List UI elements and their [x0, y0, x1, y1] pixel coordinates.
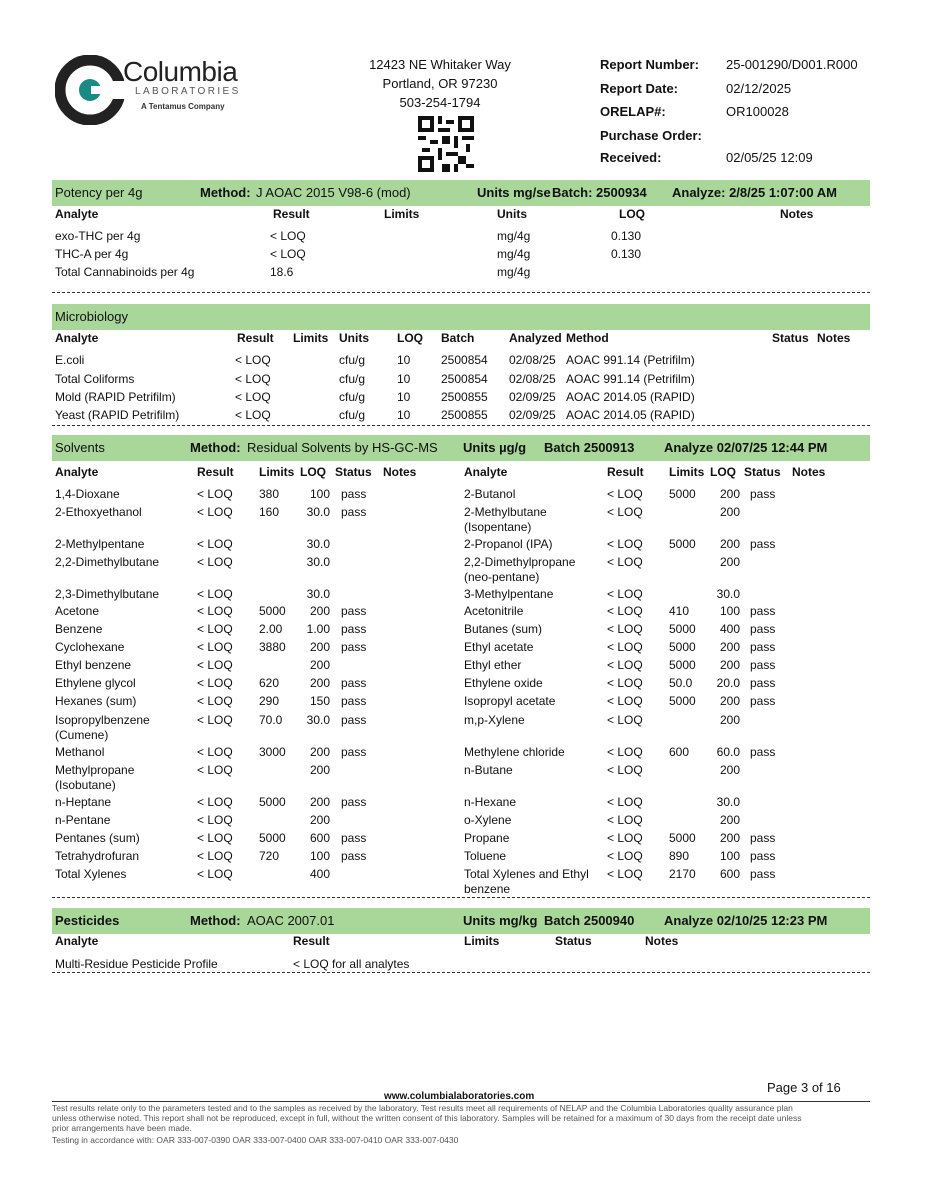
solvent-analyte: Methanol [55, 745, 105, 759]
logo-tag: A Tentamus Company [141, 102, 225, 111]
solvent-result: < LOQ [607, 795, 643, 809]
columbia-logo [55, 55, 295, 125]
solvent-result: < LOQ [607, 763, 643, 777]
solvent-status: pass [750, 537, 776, 551]
col-header-units: Units [497, 207, 527, 221]
col-header-loq: LOQ [710, 465, 736, 479]
col-header-notes: Notes [780, 207, 814, 221]
solvent-result: < LOQ [607, 813, 643, 827]
solvent-loq: 30.0 [306, 505, 330, 519]
col-header-limits: Limits [464, 934, 500, 948]
solvent-analyte: 3-Methylpentane [464, 587, 554, 601]
micro-loq: 10 [397, 372, 411, 386]
report-date-label: Report Date: [600, 81, 679, 96]
solvent-loq: 400 [719, 622, 740, 636]
solvent-limits: 2170 [669, 867, 696, 881]
col-header-limits: Limits [293, 331, 329, 345]
solvent-status: pass [750, 658, 776, 672]
col-header-status: Status [335, 465, 372, 479]
micro-analyte: Yeast (RAPID Petrifilm) [55, 408, 180, 422]
solvent-analyte: Acetone [55, 604, 100, 618]
col-header-result: Result [607, 465, 644, 479]
col-header-notes: Notes [817, 331, 851, 345]
solvent-loq: 150 [309, 694, 330, 708]
solvent-analyte: Total Xylenes [55, 867, 127, 881]
solvent-loq: 30.0 [306, 555, 330, 569]
potency-units: mg/4g [497, 247, 531, 261]
micro-result: < LOQ [235, 408, 271, 422]
col-header-status: Status [744, 465, 781, 479]
col-header-limits: Limits [669, 465, 705, 479]
solvent-analyte: Ethylene glycol [55, 676, 136, 690]
solvents-section-bar [52, 435, 870, 461]
solvent-result: < LOQ [607, 587, 643, 601]
section-divider [52, 897, 870, 898]
orelap-label: ORELAP#: [600, 104, 666, 119]
solvent-analyte: Benzene [55, 622, 103, 636]
solvent-limits: 50.0 [669, 676, 693, 690]
solvent-analyte: n-Hexane [464, 795, 517, 809]
solvent-loq: 200 [309, 745, 330, 759]
solvent-analyte: Acetonitrile [464, 604, 524, 618]
solvent-loq: 200 [309, 676, 330, 690]
solvent-loq: 60.0 [716, 745, 740, 759]
solvent-loq: 200 [719, 763, 740, 777]
orelap-value: OR100028 [726, 104, 789, 119]
solvent-analyte: m,p-Xylene [464, 713, 525, 727]
solvents-batch: Batch 2500913 [544, 440, 635, 455]
solvent-analyte: o-Xylene [464, 813, 512, 827]
solvent-loq: 200 [719, 831, 740, 845]
microbiology-title: Microbiology [55, 309, 128, 324]
solvent-result: < LOQ [607, 487, 643, 501]
logo-name: Columbia [123, 56, 238, 87]
solvent-status: pass [341, 505, 367, 519]
solvent-analyte: n-Heptane [55, 795, 112, 809]
solvent-loq: 200 [719, 487, 740, 501]
solvent-analyte: 2-Methylpentane [55, 537, 145, 551]
solvent-status: pass [750, 867, 776, 881]
address-line: 12423 NE Whitaker Way [369, 57, 511, 72]
solvent-analyte: 2,3-Dimethylbutane [55, 587, 160, 601]
website-link[interactable]: www.columbialaboratories.com [384, 1091, 535, 1102]
col-header-limits: Limits [259, 465, 295, 479]
solvent-result: < LOQ [607, 713, 643, 727]
solvent-analyte: 2-Propanol (IPA) [464, 537, 553, 551]
micro-method: AOAC 991.14 (Petrifilm) [566, 353, 695, 367]
solvent-result: < LOQ [197, 713, 233, 727]
solvent-status: pass [750, 622, 776, 636]
solvent-analyte: 2,2-Dimethylpropane (neo-pentane) [464, 555, 576, 584]
col-header-notes: Notes [645, 934, 679, 948]
solvent-loq: 30.0 [716, 587, 740, 601]
solvent-result: < LOQ [607, 604, 643, 618]
col-header-analyte: Analyte [55, 207, 99, 221]
potency-method: J AOAC 2015 V98-6 (mod) [256, 185, 411, 200]
potency-result: 18.6 [270, 265, 294, 279]
solvent-loq: 30.0 [716, 795, 740, 809]
solvent-status: pass [341, 604, 367, 618]
solvent-analyte: Ethyl benzene [55, 658, 132, 672]
solvent-result: < LOQ [197, 795, 233, 809]
solvent-limits: 3880 [259, 640, 286, 654]
received-label: Received: [600, 150, 662, 165]
solvent-loq: 200 [719, 694, 740, 708]
solvent-loq: 200 [719, 813, 740, 827]
potency-analyte: exo-THC per 4g [55, 229, 141, 243]
pesticides-units: Units mg/kg [463, 913, 538, 928]
solvent-limits: 5000 [669, 537, 696, 551]
solvent-loq: 30.0 [306, 713, 330, 727]
solvent-result: < LOQ [607, 867, 643, 881]
micro-analyzed: 02/09/25 [509, 390, 556, 404]
pesticides-batch: Batch 2500940 [544, 913, 635, 928]
solvent-analyte: Methylene chloride [464, 745, 565, 759]
solvent-limits: 3000 [259, 745, 286, 759]
solvent-analyte: Methylpropane (Isobutane) [55, 763, 135, 792]
solvent-result: < LOQ [607, 555, 643, 569]
solvent-limits: 5000 [259, 604, 286, 618]
solvent-analyte: Hexanes (sum) [55, 694, 137, 708]
solvent-result: < LOQ [197, 763, 233, 777]
solvents-method-label: Method: [190, 440, 241, 455]
solvent-limits: 380 [259, 487, 280, 501]
col-header-result: Result [197, 465, 234, 479]
potency-units: mg/4g [497, 265, 531, 279]
report-number-value: 25-001290/D001.R000 [726, 57, 858, 72]
solvent-analyte: Isopropyl acetate [464, 694, 556, 708]
solvents-analyze: Analyze 02/07/25 12:44 PM [664, 440, 828, 455]
solvent-result: < LOQ [197, 694, 233, 708]
solvent-loq: 200 [309, 658, 330, 672]
micro-analyzed: 02/09/25 [509, 408, 556, 422]
accreditation-line: Testing in accordance with: OAR 333-007-0390 OAR 333-007-0400 OAR 333-007-0410 OAR 333-007-0430 [52, 1135, 459, 1145]
micro-method: AOAC 2014.05 (RAPID) [566, 408, 695, 422]
solvent-status: pass [750, 640, 776, 654]
solvent-result: < LOQ [197, 505, 233, 519]
solvent-analyte: Butanes (sum) [464, 622, 543, 636]
solvent-analyte: Ethyl ether [464, 658, 522, 672]
pesticides-title: Pesticides [55, 913, 120, 928]
solvent-loq: 30.0 [306, 537, 330, 551]
solvent-analyte: Pentanes (sum) [55, 831, 140, 845]
solvent-status: pass [750, 604, 776, 618]
solvent-loq: 100 [309, 487, 330, 501]
solvent-result: < LOQ [197, 622, 233, 636]
solvent-result: < LOQ [607, 505, 643, 519]
micro-loq: 10 [397, 390, 411, 404]
solvent-loq: 200 [719, 505, 740, 519]
solvent-loq: 200 [309, 795, 330, 809]
col-header-status: Status [555, 934, 592, 948]
micro-analyte: Mold (RAPID Petrifilm) [55, 390, 176, 404]
solvents-method: Residual Solvents by HS-GC-MS [247, 440, 438, 455]
micro-result: < LOQ [235, 372, 271, 386]
solvent-result: < LOQ [197, 487, 233, 501]
col-header-method: Method [566, 331, 609, 345]
solvent-result: < LOQ [607, 831, 643, 845]
solvent-limits: 5000 [669, 694, 696, 708]
solvent-analyte: Total Xylenes and Ethyl benzene [464, 867, 589, 896]
solvent-result: < LOQ [197, 676, 233, 690]
solvent-limits: 5000 [669, 487, 696, 501]
solvent-limits: 5000 [669, 658, 696, 672]
phone-number: 503-254-1794 [399, 95, 481, 110]
microbiology-section-bar [52, 304, 870, 330]
potency-section-bar [52, 180, 870, 206]
solvent-loq: 20.0 [716, 676, 740, 690]
qr-code-icon [418, 116, 474, 172]
pesticide-result: < LOQ for all analytes [293, 957, 410, 971]
solvent-loq: 200 [309, 640, 330, 654]
micro-units: cfu/g [339, 353, 366, 367]
col-header-analyte: Analyte [55, 465, 99, 479]
disclaimer-line: unless otherwise noted. This report shall not be reproduced, except in full, without the written consent of this laboratory. Samples will be retained for a maximum of 30 days from the receipt date unless [52, 1113, 802, 1123]
solvent-status: pass [341, 694, 367, 708]
solvent-result: < LOQ [607, 622, 643, 636]
micro-analyzed: 02/08/25 [509, 353, 556, 367]
pesticides-analyze: Analyze 02/10/25 12:23 PM [664, 913, 828, 928]
purchase-order-label: Purchase Order: [600, 128, 702, 143]
micro-units: cfu/g [339, 390, 366, 404]
solvent-limits: 2.00 [259, 622, 283, 636]
solvent-limits: 290 [259, 694, 280, 708]
solvent-result: < LOQ [607, 676, 643, 690]
solvent-result: < LOQ [197, 658, 233, 672]
solvent-status: pass [750, 831, 776, 845]
col-header-analyte: Analyte [55, 331, 99, 345]
solvent-analyte: 1,4-Dioxane [55, 487, 120, 501]
solvent-loq: 200 [719, 640, 740, 654]
report-number-label: Report Number: [600, 57, 699, 72]
footer-rule [52, 1101, 870, 1102]
col-header-units: Units [339, 331, 369, 345]
solvent-result: < LOQ [607, 849, 643, 863]
micro-batch: 2500855 [441, 390, 488, 404]
col-header-analyte: Analyte [55, 934, 99, 948]
solvent-result: < LOQ [197, 555, 233, 569]
potency-analyte: THC-A per 4g [55, 247, 129, 261]
col-header-batch: Batch [441, 331, 475, 345]
solvent-loq: 200 [309, 763, 330, 777]
solvent-result: < LOQ [607, 658, 643, 672]
col-header-analyte: Analyte [464, 465, 508, 479]
solvent-status: pass [750, 694, 776, 708]
solvent-result: < LOQ [197, 867, 233, 881]
potency-batch: Batch: 2500934 [552, 185, 647, 200]
solvent-result: < LOQ [607, 745, 643, 759]
col-header-result: Result [237, 331, 274, 345]
solvent-status: pass [341, 831, 367, 845]
solvent-limits: 160 [259, 505, 280, 519]
potency-method-label: Method: [200, 185, 251, 200]
solvent-result: < LOQ [197, 604, 233, 618]
solvent-analyte: Isopropylbenzene (Cumene) [55, 713, 150, 742]
solvents-units: Units µg/g [463, 440, 527, 455]
solvent-limits: 5000 [259, 831, 286, 845]
solvent-limits: 890 [669, 849, 690, 863]
solvent-result: < LOQ [197, 831, 233, 845]
micro-loq: 10 [397, 353, 411, 367]
potency-result: < LOQ [270, 229, 306, 243]
solvent-loq: 100 [719, 604, 740, 618]
solvent-result: < LOQ [197, 849, 233, 863]
potency-loq: 0.130 [611, 229, 642, 243]
potency-loq: 0.130 [611, 247, 642, 261]
solvent-status: pass [341, 795, 367, 809]
section-divider [52, 425, 870, 426]
solvent-loq: 200 [719, 658, 740, 672]
solvent-status: pass [341, 713, 367, 727]
col-header-notes: Notes [383, 465, 417, 479]
solvent-loq: 600 [309, 831, 330, 845]
micro-loq: 10 [397, 408, 411, 422]
micro-analyte: Total Coliforms [55, 372, 135, 386]
solvent-loq: 200 [309, 813, 330, 827]
micro-batch: 2500854 [441, 372, 488, 386]
solvent-limits: 600 [669, 745, 690, 759]
solvent-status: pass [750, 745, 776, 759]
micro-result: < LOQ [235, 390, 271, 404]
solvent-result: < LOQ [197, 537, 233, 551]
solvent-analyte: 2-Butanol [464, 487, 516, 501]
micro-units: cfu/g [339, 408, 366, 422]
solvent-status: pass [750, 849, 776, 863]
solvent-status: pass [750, 487, 776, 501]
report-date-value: 02/12/2025 [726, 81, 792, 96]
solvent-status: pass [341, 487, 367, 501]
micro-batch: 2500854 [441, 353, 488, 367]
section-divider [52, 972, 870, 973]
address-line: Portland, OR 97230 [382, 76, 498, 91]
solvent-analyte: Ethyl acetate [464, 640, 534, 654]
micro-analyte: E.coli [55, 353, 85, 367]
solvent-loq: 400 [309, 867, 330, 881]
col-header-result: Result [273, 207, 310, 221]
micro-method: AOAC 2014.05 (RAPID) [566, 390, 695, 404]
col-header-loq: LOQ [397, 331, 423, 345]
disclaimer-line: Test results relate only to the parameters tested and to the samples as received by the laboratory. Test results meet all requirements of NELAP and the Columbia Laboratories quality assurance plan [52, 1103, 793, 1113]
solvent-loq: 100 [719, 849, 740, 863]
solvent-analyte: 2,2-Dimethylbutane [55, 555, 160, 569]
solvent-analyte: Ethylene oxide [464, 676, 543, 690]
pesticides-method: AOAC 2007.01 [247, 913, 335, 928]
solvent-loq: 600 [719, 867, 740, 881]
disclaimer-line: prior arrangements have been made. [52, 1123, 192, 1133]
col-header-loq: LOQ [300, 465, 326, 479]
logo-sub: LABORATORIES [135, 86, 241, 97]
solvent-result: < LOQ [197, 587, 233, 601]
columbia-logo-mark-icon [55, 55, 125, 125]
micro-batch: 2500855 [441, 408, 488, 422]
pesticides-section-bar [52, 908, 870, 934]
solvent-analyte: Propane [464, 831, 510, 845]
received-value: 02/05/25 12:09 [726, 150, 813, 165]
potency-units: Units mg/se [477, 185, 551, 200]
solvent-limits: 70.0 [259, 713, 283, 727]
potency-title: Potency per 4g [55, 185, 143, 200]
solvent-loq: 1.00 [306, 622, 330, 636]
solvent-analyte: Tetrahydrofuran [55, 849, 140, 863]
potency-analyze: Analyze: 2/8/25 1:07:00 AM [672, 185, 837, 200]
solvent-loq: 200 [719, 555, 740, 569]
solvent-result: < LOQ [607, 694, 643, 708]
solvent-limits: 720 [259, 849, 280, 863]
col-header-limits: Limits [384, 207, 420, 221]
potency-analyte: Total Cannabinoids per 4g [55, 265, 195, 279]
micro-analyzed: 02/08/25 [509, 372, 556, 386]
solvent-loq: 200 [309, 604, 330, 618]
col-header-status: Status [772, 331, 809, 345]
solvent-status: pass [341, 676, 367, 690]
solvent-result: < LOQ [607, 640, 643, 654]
col-header-result: Result [293, 934, 330, 948]
solvent-loq: 100 [309, 849, 330, 863]
potency-units: mg/4g [497, 229, 531, 243]
solvent-status: pass [341, 622, 367, 636]
solvent-status: pass [341, 640, 367, 654]
solvent-result: < LOQ [197, 813, 233, 827]
page-number: Page 3 of 16 [767, 1080, 841, 1095]
col-header-loq: LOQ [619, 207, 645, 221]
solvent-loq: 200 [719, 537, 740, 551]
solvent-result: < LOQ [197, 745, 233, 759]
pesticide-analyte: Multi-Residue Pesticide Profile [55, 957, 218, 971]
solvent-analyte: 2-Methylbutane (Isopentane) [464, 505, 547, 534]
pesticides-method-label: Method: [190, 913, 241, 928]
solvent-limits: 5000 [669, 831, 696, 845]
solvent-limits: 5000 [669, 640, 696, 654]
solvents-title: Solvents [55, 440, 105, 455]
solvent-status: pass [750, 676, 776, 690]
solvent-loq: 30.0 [306, 587, 330, 601]
solvent-limits: 410 [669, 604, 690, 618]
solvent-analyte: n-Butane [464, 763, 513, 777]
potency-result: < LOQ [270, 247, 306, 261]
micro-units: cfu/g [339, 372, 366, 386]
col-header-notes: Notes [792, 465, 826, 479]
solvent-status: pass [341, 849, 367, 863]
solvent-analyte: Toluene [464, 849, 507, 863]
micro-result: < LOQ [235, 353, 271, 367]
solvent-analyte: 2-Ethoxyethanol [55, 505, 142, 519]
solvent-analyte: Cyclohexane [55, 640, 125, 654]
solvent-limits: 620 [259, 676, 280, 690]
col-header-analyzed: Analyzed [509, 331, 562, 345]
solvent-limits: 5000 [259, 795, 286, 809]
solvent-status: pass [341, 745, 367, 759]
solvent-loq: 200 [719, 713, 740, 727]
solvent-result: < LOQ [607, 537, 643, 551]
solvent-limits: 5000 [669, 622, 696, 636]
micro-method: AOAC 991.14 (Petrifilm) [566, 372, 695, 386]
section-divider [52, 292, 870, 293]
solvent-analyte: n-Pentane [55, 813, 111, 827]
solvent-result: < LOQ [197, 640, 233, 654]
